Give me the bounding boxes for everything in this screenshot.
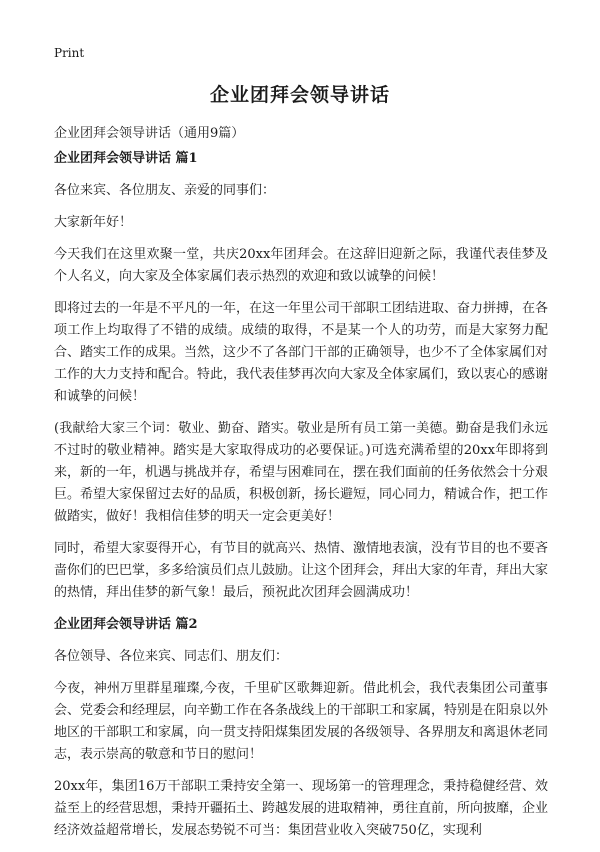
paragraph: 今夜，神州万里群星璀璨,今夜，千里矿区歌舞迎新。借此机会，我代表集团公司董事会、党委会和经理层，向辛勤工作在各条战线上的干部职工和家属，特别是在阳泉以外地区的干部职工和家属，向一贯支持阳煤集团发展的各级领导、各界朋友和离退休老同志，表示崇高的敬意和节日的慰问！ <box>54 681 549 762</box>
document-subtitle: 企业团拜会领导讲话（通用9篇） <box>54 126 245 141</box>
paragraph: 今天我们在这里欢聚一堂，共庆20xx年团拜会。在这辞旧迎新之际，我谨代表佳梦及个人名义，向大家及全体家属们表示热烈的欢迎和致以诚挚的问候！ <box>54 247 548 284</box>
paragraph: 即将过去的一年是不平凡的一年，在这一年里公司干部职工团结进取、奋力拼搏，在各项工作上均取得了不错的成绩。成绩的取得，不是某一个人的功劳，而是大家努力配合、踏实工作的成果。当然，这少不了各部门干部的正确领导，也少不了全体家属们对工作的大力支持和配合。特此，我代表佳梦再次向大家及全体家属们，致以衷心的感谢和诚挚的问候！ <box>54 301 549 404</box>
document-body <box>54 148 548 852</box>
paragraph: 20xx年，集团16万干部职工秉持安全第一、现场第一的管理理念，秉持稳健经营、效益至上的经营思想，秉持开疆拓土、跨越发展的进取精神，勇往直前，所向披靡，企业经济效益超常增长，发展态势锐不可当：集团营业收入突破750亿，实现利 <box>54 779 549 838</box>
section-2 <box>54 614 548 842</box>
section-1 <box>54 148 548 604</box>
print-link[interactable]: Print <box>54 46 85 60</box>
paragraph: 同时，希望大家耍得开心，有节目的就高兴、热情、激情地表演，没有节目的也不要吝啬你们的巴巴掌，多多给演员们点儿鼓励。让这个团拜会，拜出大家的年青，拜出大家的热情，拜出佳梦的新气象！最后，预祝此次团拜会圆满成功！ <box>54 541 549 600</box>
paragraph: 各位来宾、各位朋友、亲爱的同事们： <box>54 183 276 198</box>
section-heading: 企业团拜会领导讲话 篇2 <box>54 617 198 632</box>
paragraph: 大家新年好！ <box>54 215 133 230</box>
paragraph: 各位领导、各位来宾、同志们、朋友们： <box>54 649 289 664</box>
section-heading: 企业团拜会领导讲话 篇1 <box>54 151 198 166</box>
paragraph: (我献给大家三个词：敬业、勤奋、踏实。敬业是所有员工第一美德。勤奋是我们永远不过时的敬业精神。踏实是大家取得成功的必要保证。)可选充满希望的20xx年即将到来，新的一年，机遇与挑战并存，希望与困难同在，摆在我们面前的任务依然会十分艰巨。希望大家保留过去好的品质，积极创新，扬长避短，同心同力，精诚合作，把工作做踏实，做好！我相信佳梦的明天一定会更美好！ <box>54 421 549 524</box>
page-title: 企业团拜会领导讲话 <box>209 84 390 106</box>
